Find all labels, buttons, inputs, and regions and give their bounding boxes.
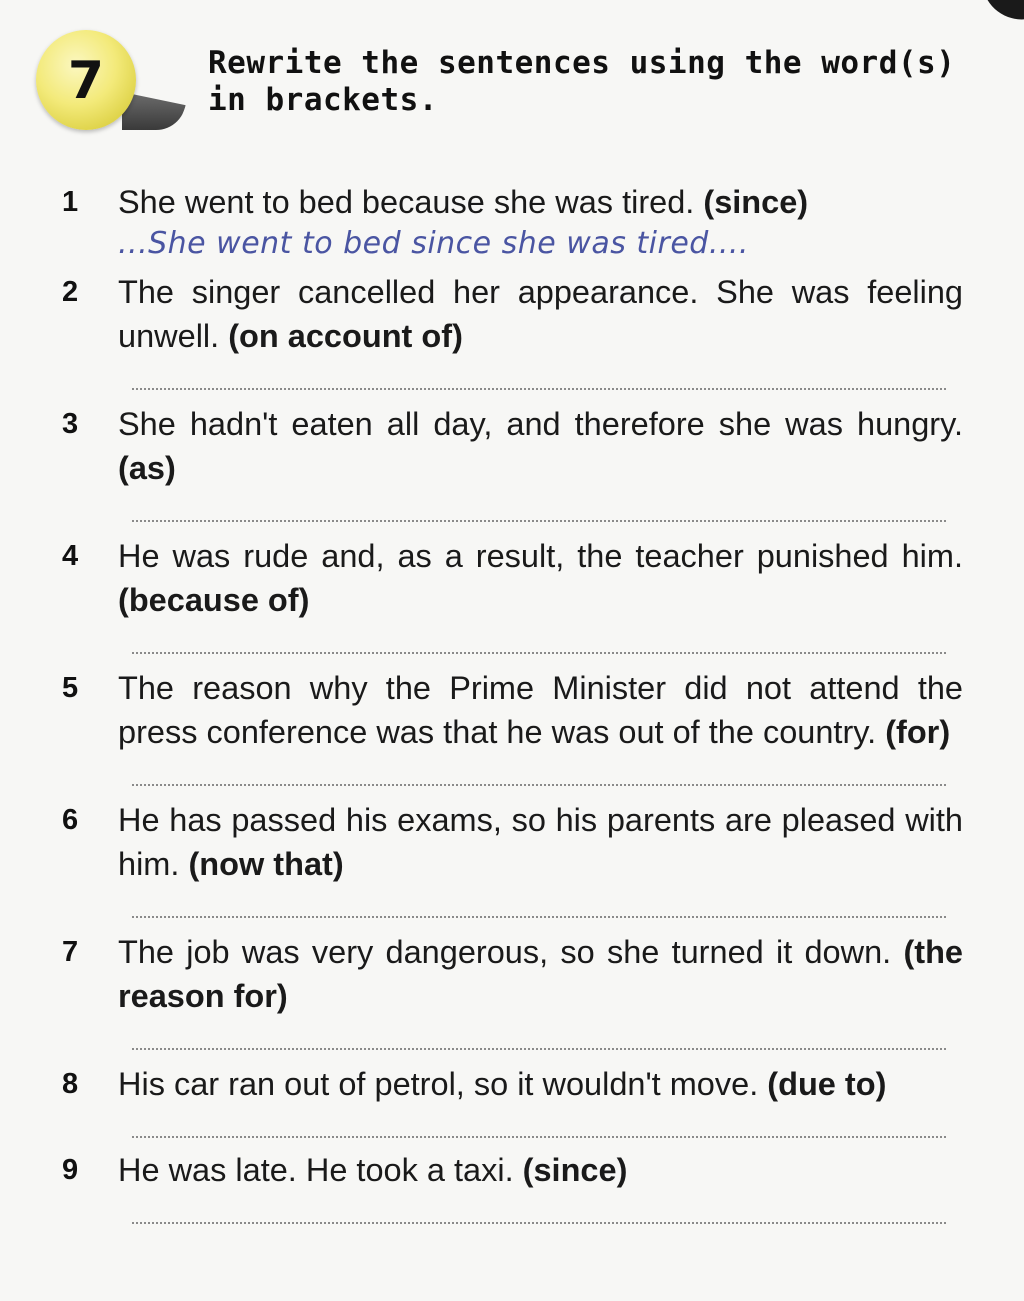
item-keyword: (as)	[118, 450, 176, 486]
item-sentence	[118, 1062, 963, 1106]
item-text: He was rude and, as a result, the teacher punished him.	[118, 538, 963, 574]
answer-line[interactable]	[132, 1136, 946, 1138]
item-text: The reason why the Prime Minister did not attend the press conference was that he was out of the country.	[118, 670, 963, 750]
item-sentence	[118, 534, 963, 622]
item-text: His car ran out of petrol, so it wouldn't move.	[118, 1066, 759, 1102]
answer-line[interactable]	[132, 652, 946, 654]
item-number: 5	[62, 672, 79, 704]
item-keyword: (due to)	[767, 1066, 887, 1102]
item-keyword: (because of)	[118, 582, 310, 618]
page-corner-shadow	[981, 0, 1024, 25]
item-text: He was late. He took a taxi.	[118, 1152, 514, 1188]
item-sentence	[118, 270, 963, 358]
item-keyword: (now that)	[188, 846, 344, 882]
answer-line[interactable]	[132, 1048, 946, 1050]
item-sentence	[118, 666, 963, 754]
item-text: She hadn't eaten all day, and therefore she was hungry.	[118, 406, 963, 442]
exercise-number: 7	[67, 51, 105, 111]
item-sentence	[118, 180, 963, 224]
item-text: She went to bed because she was tired.	[118, 184, 695, 220]
answer-line[interactable]	[132, 520, 946, 522]
item-number: 2	[62, 276, 79, 308]
badge-circle	[36, 30, 136, 130]
item-number: 9	[62, 1154, 79, 1186]
item-number: 8	[62, 1068, 79, 1100]
item-sentence	[118, 798, 963, 886]
item-sentence	[118, 402, 963, 490]
item-keyword: (on account of)	[228, 318, 463, 354]
answer-line[interactable]	[132, 388, 946, 390]
answer-line[interactable]	[132, 784, 946, 786]
item-number: 1	[62, 186, 79, 218]
item-text: The job was very dangerous, so she turned it down.	[118, 934, 892, 970]
item-number: 3	[62, 408, 79, 440]
answer-line[interactable]	[132, 1222, 946, 1224]
answer-line[interactable]	[132, 916, 946, 918]
item-keyword: (for)	[885, 714, 951, 750]
item-number: 7	[62, 936, 79, 968]
item-keyword: (since)	[522, 1152, 628, 1188]
item-text: The singer cancelled her appearance. She was feeling unwell.	[118, 274, 963, 354]
item-number: 6	[62, 804, 79, 836]
item-keyword: (since)	[703, 184, 809, 220]
answer-handwritten: ...She went to bed since she was tired....	[118, 226, 749, 261]
item-sentence	[118, 930, 963, 1018]
exercise-badge	[36, 30, 148, 130]
item-keyword: (the reason for)	[118, 934, 964, 1014]
item-number: 4	[62, 540, 79, 572]
item-text: He has passed his exams, so his parents are pleased with him.	[118, 802, 963, 882]
item-sentence	[118, 1148, 963, 1192]
exercise-instruction: Rewrite the sentences using the word(s) in brackets.	[208, 45, 956, 118]
